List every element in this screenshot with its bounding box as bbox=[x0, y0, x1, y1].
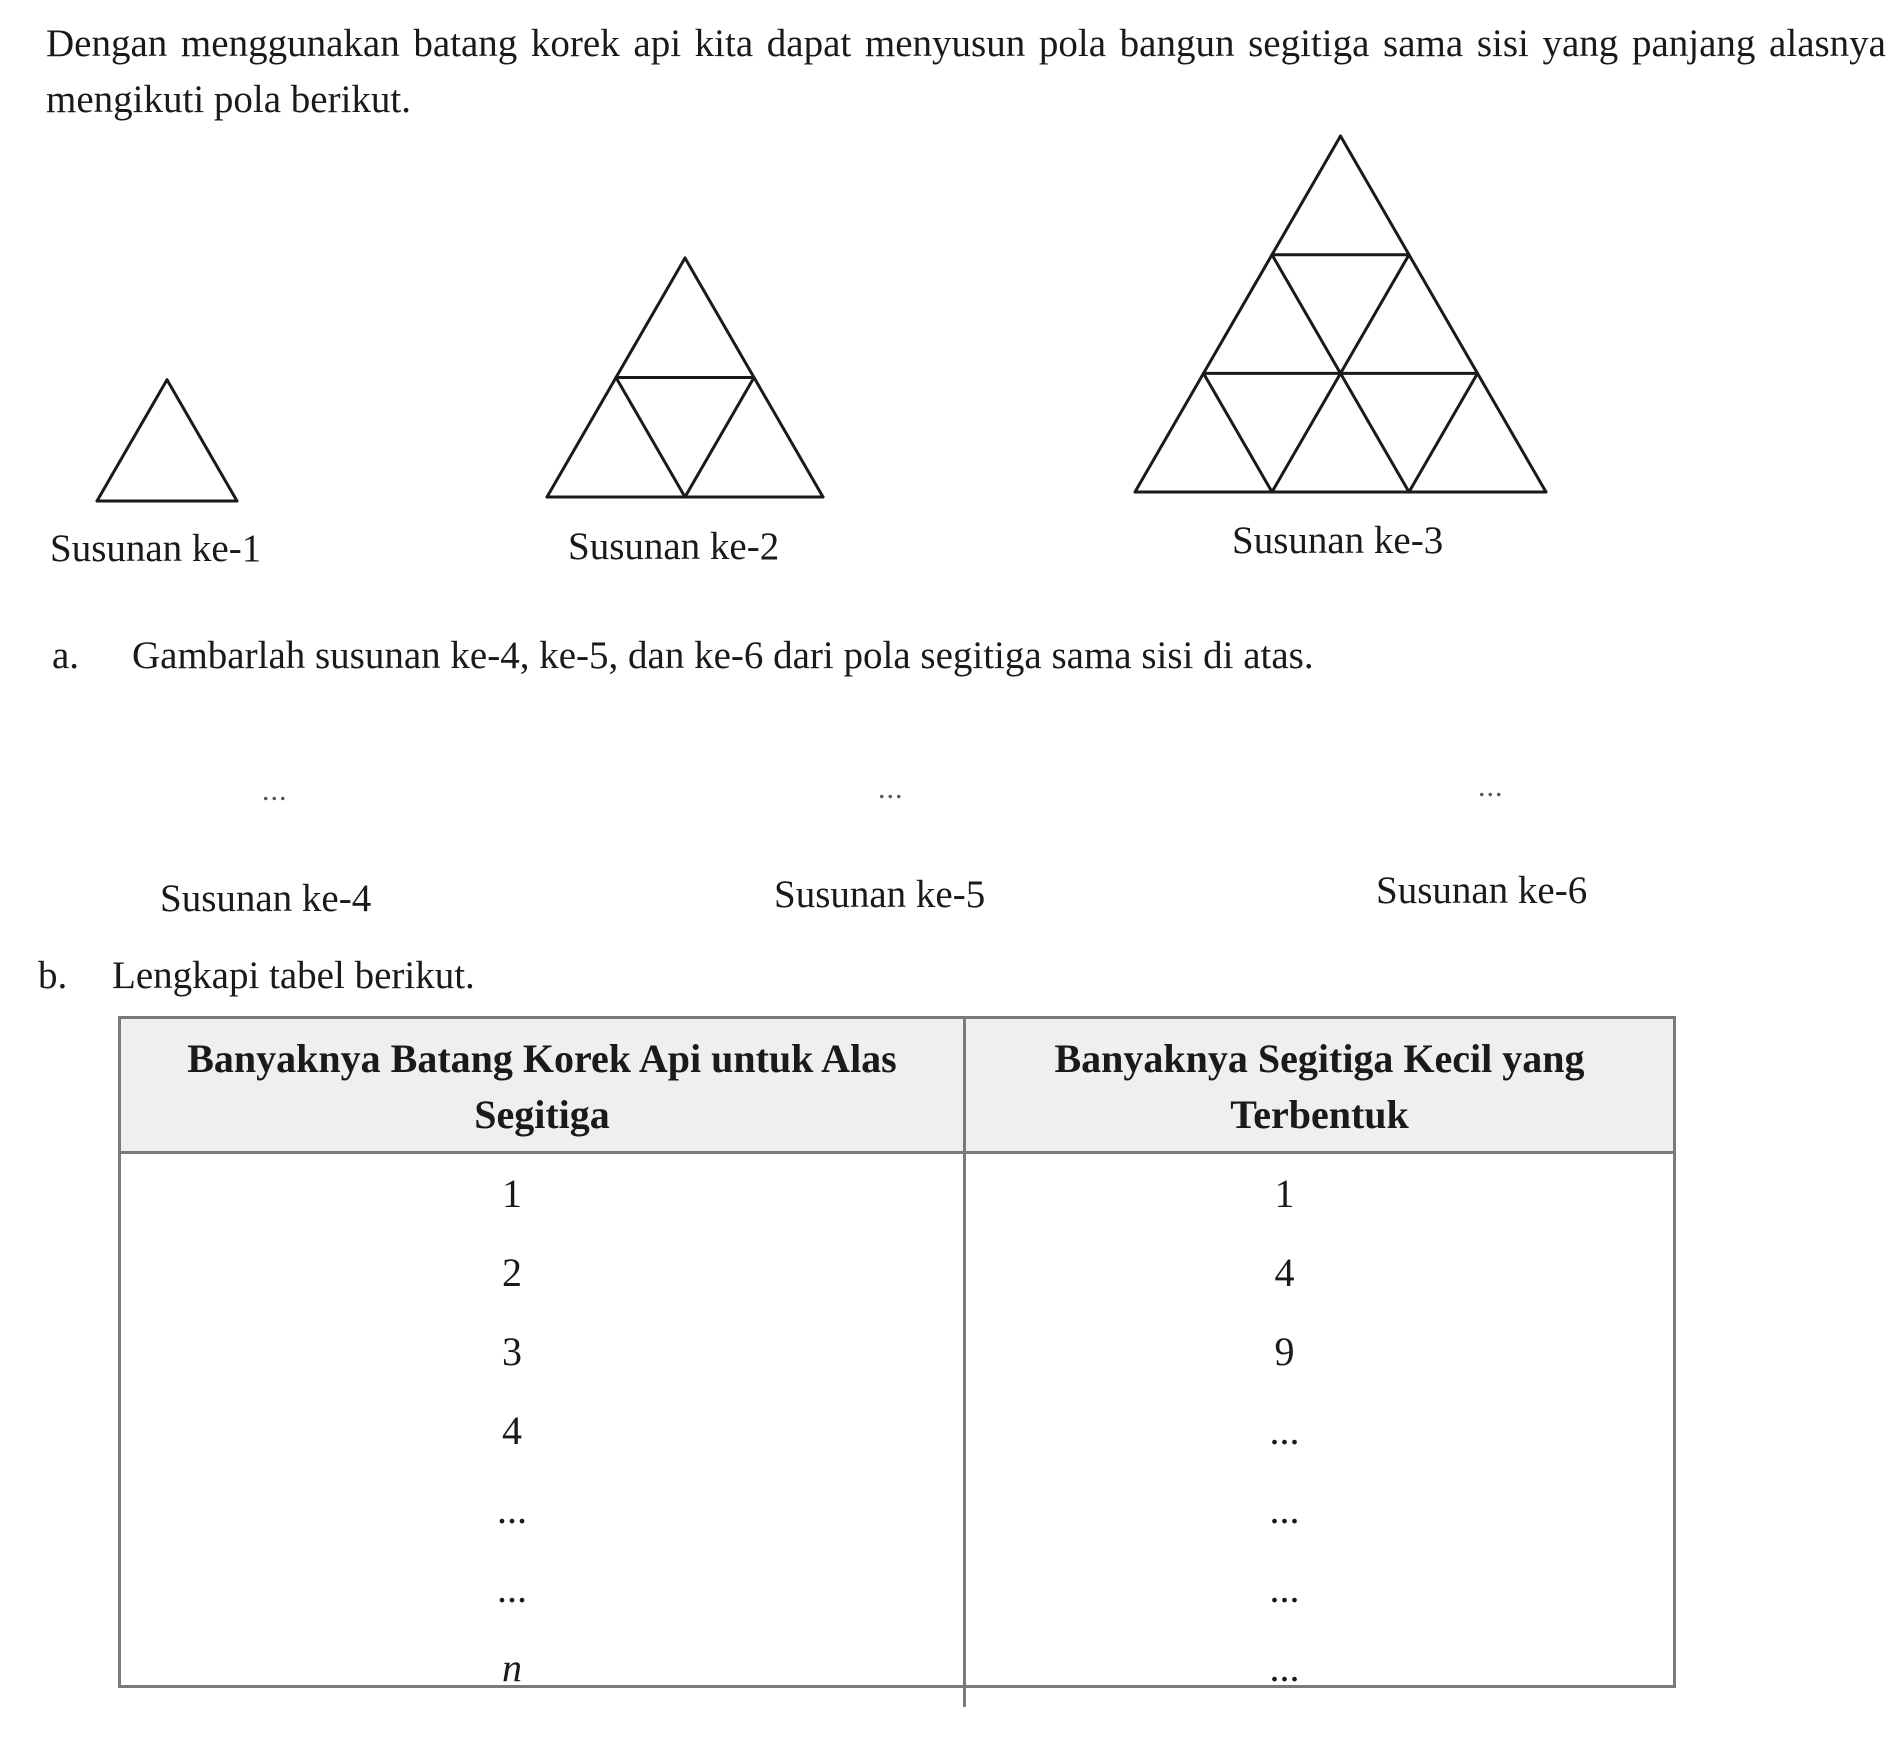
answer-placeholder-4: ... bbox=[262, 774, 288, 807]
triangle-pattern-3 bbox=[1135, 136, 1546, 492]
table-cell: n bbox=[121, 1628, 965, 1707]
question-a-marker: a. bbox=[52, 634, 80, 677]
question-b-marker: b. bbox=[38, 954, 68, 997]
table-cell: ... bbox=[1269, 1407, 1300, 1453]
table-cell: 1 bbox=[121, 1153, 965, 1234]
table-cell: ... bbox=[1269, 1486, 1300, 1532]
table-cell: 9 bbox=[1274, 1328, 1295, 1374]
table-row bbox=[121, 1549, 1673, 1628]
table-cell: 4 bbox=[1274, 1249, 1295, 1295]
table-row bbox=[121, 1628, 1673, 1707]
answer-label-4: Susunan ke-4 bbox=[160, 877, 372, 920]
question-b bbox=[38, 952, 475, 1000]
answer-placeholder-5: ... bbox=[878, 772, 904, 805]
table-row bbox=[121, 1233, 1673, 1312]
triangle-pattern-2 bbox=[547, 258, 823, 497]
pattern-table bbox=[118, 1016, 1676, 1688]
table-header-row bbox=[121, 1019, 1673, 1153]
table-cell: 1 bbox=[1274, 1170, 1295, 1216]
column-header-batang: Banyaknya Batang Korek Api untuk Alas Segitiga bbox=[121, 1019, 965, 1153]
matchstick-left-slant bbox=[1135, 136, 1341, 492]
intro-paragraph: Dengan menggunakan batang korek api kita dapat menyusun pola bangun segitiga sama sisi yang panjang alasnya mengikuti pola berikut. bbox=[46, 22, 1886, 121]
matchstick-right-slant bbox=[1341, 136, 1547, 492]
table-cell: 2 bbox=[121, 1233, 965, 1312]
matchstick-right-slant bbox=[616, 377, 685, 497]
figure-label-3: Susunan ke-3 bbox=[1232, 519, 1444, 562]
table-cell: 3 bbox=[121, 1312, 965, 1391]
table-row bbox=[121, 1391, 1673, 1470]
question-b-text: Lengkapi tabel berikut. bbox=[112, 954, 475, 997]
table-cell: ... bbox=[1269, 1644, 1300, 1690]
question-a-text: Gambarlah susunan ke-4, ke-5, dan ke-6 dari pola segitiga sama sisi di atas. bbox=[132, 634, 1314, 677]
figure-label-1: Susunan ke-1 bbox=[50, 527, 262, 570]
triangle-pattern-1 bbox=[97, 380, 237, 501]
table-cell: ... bbox=[121, 1470, 965, 1549]
answer-placeholder-6: ... bbox=[1478, 770, 1504, 803]
column-header-segitiga: Banyaknya Segitiga Kecil yang Terbentuk bbox=[965, 1019, 1674, 1153]
table-cell: 4 bbox=[121, 1391, 965, 1470]
table-cell: ... bbox=[1269, 1565, 1300, 1611]
table-cell: ... bbox=[121, 1549, 965, 1628]
matchstick-right-slant bbox=[1204, 373, 1273, 492]
matchstick-left-slant bbox=[685, 377, 754, 497]
figure-label-2: Susunan ke-2 bbox=[568, 525, 780, 568]
answer-label-6: Susunan ke-6 bbox=[1376, 869, 1588, 912]
matchstick-left-slant bbox=[97, 380, 167, 501]
table-row bbox=[121, 1470, 1673, 1549]
table-row bbox=[121, 1153, 1673, 1234]
question-a bbox=[52, 632, 1314, 680]
table-row bbox=[121, 1312, 1673, 1391]
answer-label-5: Susunan ke-5 bbox=[774, 873, 986, 916]
matchstick-left-slant bbox=[1409, 373, 1478, 492]
matchstick-right-slant bbox=[167, 380, 237, 501]
triangle-pattern-figures bbox=[0, 0, 1902, 620]
